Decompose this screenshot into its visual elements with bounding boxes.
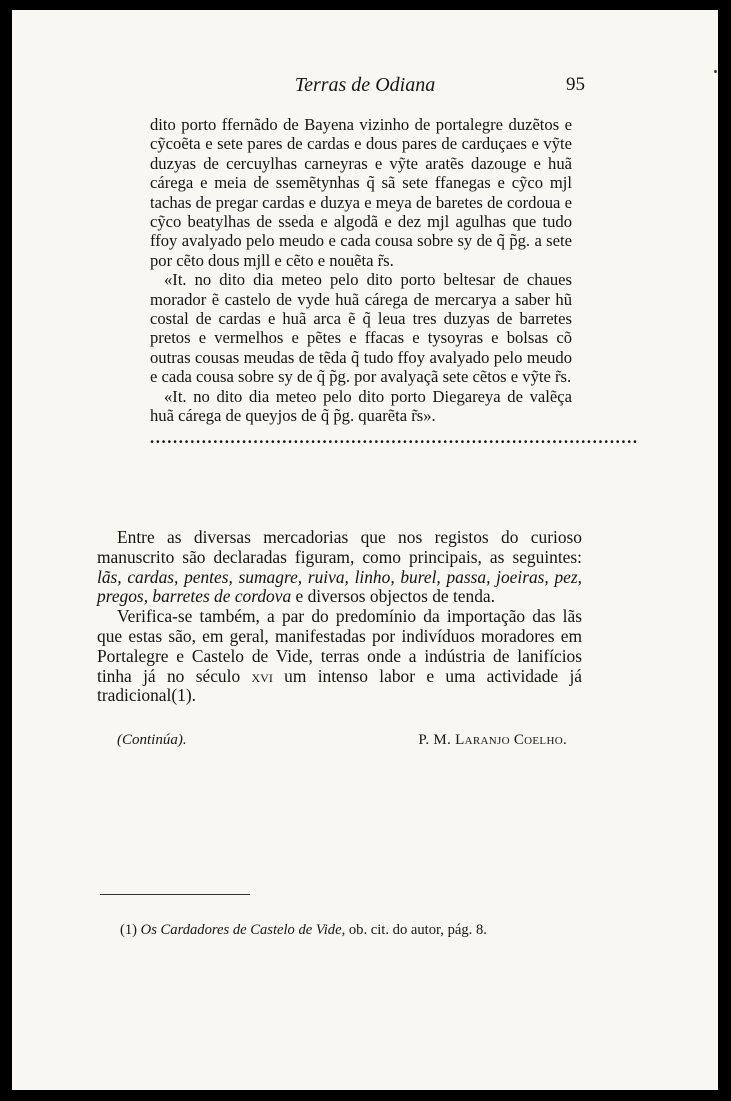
century-numeral: xvi <box>251 665 273 686</box>
footnote-text: ob. cit. do autor, pág. 8. <box>345 922 487 938</box>
body-paragraph-part: um intenso labor e uma actividade já tradicional(1). <box>97 665 582 706</box>
quote-paragraph: dito porto ffernãdo de Bayena vizinho de portalegre duzẽtos e cỹcoẽta e sete pares de cardas e dous pares de carduçaes e vỹte duzyas de cercuylhas carneyras e vỹte aratẽs dazouge e huã cárega e meia de ssemẽtynhas q̃ sã sete ffanegas e cỹco mjl tachas de pregar cardas e duzya e meya de baretes de cordoua e cỹco beatylhas de sseda e algodã e dez mjl agulhas que tudo ffoy avalyado pelo meudo e cada cousa sobre sy de q̃ p̃g. a sete por cẽto dous mjll e cẽto e nouẽta r̃s. <box>150 115 572 270</box>
footnote-divider <box>100 894 250 895</box>
document-page <box>12 10 718 1090</box>
page-header <box>12 74 718 98</box>
quote-paragraph: «It. no dito dia meteo pelo dito porto beltesar de chaues morador ẽ castelo de vyde huã cárega de mercarya a saber hũ costal de cardas e huã arca ẽ q̃ leua tres duzyas de barretes pretos e vermelhos e pẽtes e ffacas e tysoyras e bolsas cõ outras cousas meudas de tẽda q̃ tudo ffoy avalyado pelo meudo e cada cousa sobre sy de q̃ p̃g. por avalyaçã sete cẽtos e vỹte r̃s. <box>150 270 572 387</box>
continued-note: (Continúa). <box>117 732 187 748</box>
footnote-work-title: Os Cardadores de Castelo de Vide, <box>140 922 346 938</box>
running-title: Terras de Odiana <box>294 74 436 96</box>
body-paragraph <box>97 528 582 607</box>
page-number: 95 <box>566 74 585 95</box>
quote-paragraph: «It. no dito dia meteo pelo dito porto Diegareya de valẽça huã cárega de queyjos de q̃ p̃g. quarẽta r̃s». <box>150 386 572 426</box>
ellipsis-line: ..................................................................................... <box>150 427 639 447</box>
quoted-transcription <box>150 115 639 447</box>
footnote <box>120 922 580 939</box>
footnote-marker: (1) <box>120 922 141 938</box>
body-paragraph-intro: Entre as diversas mercadorias que nos registos do curioso manuscrito são declaradas figuram, como principais, as seguintes: <box>97 527 582 567</box>
body-text <box>97 528 582 706</box>
body-paragraph-tail: e diversos objectos de tenda. <box>291 586 495 607</box>
body-paragraph-part: Verifica-se também, a par do predomínio da importação das lãs que estas são, em geral, manifestadas por indivíduos moradores em Portalegre e Castelo de Vide, terras onde a indústria de lanifícios tinha já no século <box>97 606 582 686</box>
merchandise-list: lãs, cardas, pentes, sumagre, ruiva, linho, burel, passa, joeiras, pez, pregos, barretes de cordova <box>97 566 582 607</box>
body-paragraph <box>97 607 582 706</box>
scan-speck <box>714 70 717 73</box>
author-signature: P. M. Laranjo Coelho. <box>418 732 567 748</box>
signature-row <box>117 732 567 754</box>
